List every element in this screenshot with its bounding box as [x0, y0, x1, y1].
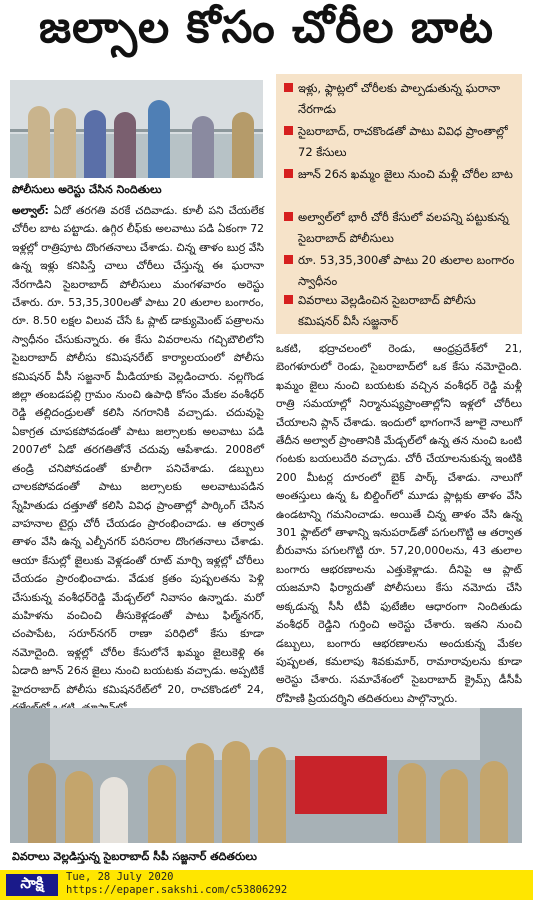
article-text-1: ఏదో తరగతి వరకే చదివాడు. కూలీ పని చేయలేక చోరీల బాట పట్టాడు. ఉగ్గిర లీఫ్‌కు అలవాటు పడి ఏకంగా 72 ఇళ్లల్లో రాత్రిపూట దొంగతనాలు చేశాడు. చిన్న తాళం బుర్ర వేసి ఉన్న ఇళ్లు కనిపిస్తే చాలు చోరీలు చేస్తున్న ఈ ఘరానా నేరగాడిని సైబరాబాద్ పోలీసులు మంగళవారం అరెస్టు చేశారు. రూ. 53,35,300లతో పాటు 20 తులాల బంగారం, రూ. 8.50 లక్షల విలువ చేసే ఓ ప్లాట్ డాక్యుమెంట్ పత్రాలను స్వాధీనం చేసుకున్నారు. ఈ కేసు వివరాలను గచ్చిబౌలిలోని సైబరాబాద్ పోలీసు కమిషనరేట్ కార్యాలయంలో పోలీసు కమిషనర్ వీసీ సజ్జనార్ మీడియాకు వెల్లడించారు. నల్లగొండ జిల్లా తంబడపల్లి గ్రామం నుంచి ఉపాధి కోసం మేకల వంశీధర్ రెడ్డి తల్లిదండ్రులతో కలిసి నగరానికి వచ్చాడు. చదువుపై ఏకాగ్రత చూపకపోవడంతో పాటు జల్సాలకు అలవాటు పడి 2007లో ఏడో తరగతితోనే చదువు ఆపేశాడు. 2008లో తండ్రి చనిపోవడంతో కూలీగా పనిచేశాడు. డబ్బులు చాలకపోవడంతో పాటు జల్సాలకు అలవాటుపడిన స్నేహితుడు దత్తూతో కలిసి వివిధ ప్రాంతాల్లో పార్కింగ్ చేసిన వాహనాల టైర్లు చోరీ చేయడం ప్రారంభించాడు. ఆ తర్వాత తాళం వేసి ఉన్న ఎల్బీనగర్ పరిసరాల దొంగతనాలు చేశాడు. ఆయా కేసుల్లో జైలుకు వెళ్లడంతో రూట్ మార్చి ఇళ్లల్లో చోరీలు చేయడం ప్రారంభించాడు. వేడుక క్రతం పుష్పలతను పెళ్లి చేసుకున్న వంశీధర్‌రెడ్డి మేడ్చల్‌లో నివాసం ఉన్నాడు. మరో మహిళను వంచించి తీసుకెళ్లడంతో పాటు ఫిల్మ్‌నగర్, చంపాపేట, సరూర్‌నగర్ రాణా పరిధిలో కేసు కూడా నమోదైంది. ఇళ్లల్లో చోరీల కేసులోనే ఖమ్మం జైలుకెళ్లి ఈ ఏడాది జూన్ 26న జైలు నుంచి బయటకు వచ్చాడు. అప్పటికే హైదరాబాద్ పోలీసు కమిషనరేట్‌లో 20, రాచకొండలో 24, — [12, 204, 264, 696]
press-meet-photo-caption: వివరాలు వెల్లడిస్తున్న సైబరాబాద్ సీపీ సజ్జనార్ తదితరులు — [12, 850, 257, 863]
highlight-item: సైబరాబాద్, రాచకొండతో పాటు వివిధ ప్రాంతాల్లో 72 కేసులు — [284, 121, 516, 163]
article-dateline: అల్వాల్: — [12, 204, 49, 217]
highlight-item: రూ. 53,35,300తో పాటు 20 తులాల బంగారం స్వాధీనం — [284, 250, 516, 292]
footer-bar — [0, 870, 533, 900]
highlight-item: ఇళ్లు, ఫ్లాట్లలో చోరీలకు పాల్పడుతున్న ఘరానా నేరగాడు — [284, 78, 516, 120]
epaper-link[interactable]: https://epaper.sakshi.com/c53806292 — [66, 884, 288, 896]
press-meet-photo — [10, 708, 522, 843]
highlights-box — [276, 74, 522, 334]
suspects-photo — [10, 80, 263, 178]
article-text-2: ఒకటి, భద్రాచలంలో రెండు, ఆంధ్రప్రదేశ్‌లో 21, బెంగళూరులో రెండు, సైబరాబాద్‌లో ఒక కేసు నమోదైంది. ఖమ్మం జైలు నుంచి బయటకు వచ్చిన వంశీధర్ రెడ్డి మళ్లీ రాత్రి సమయాల్లో నిర్మానుష్యప్రాంతాల్లోని ఇళ్లలో చోరీలు చేయాలని ప్లాన్ చేశాడు. ఇందులో భాగంగానే జూలై నాలుగో తేదీన అల్వాల్ ప్రాంతానికి మేడ్చల్‌లో ఉన్న తన నుంచి ఒంటి గంటకు బయలుదేరి వచ్చాడు. చోరీ చేయాలనుకున్న ఇంటికి 200 మీటర్ల దూరంలో బైక్ పార్క్ చేశాడు. నాలుగో అంతస్తులు ఉన్న ఓ బిల్డింగ్‌లో మూడు ప్లాట్లకు తాళం వేసి ఉండటాన్ని గమనించాడు. అయితే చిన్న తాళం వేసి ఉన్న 301 ఫ్లాట్‌లో తాళాన్ని ఇనుపరాడ్‌తో పగులగొట్టి ఆ తర్వాత బీరువాను పగులగొట్టి రూ. 57,20,000లను, 43 తులాల బంగారు ఆభరణాలను ఎత్తుకెళ్లాడు. దీనిపై ఆ ప్లాట్ యజమాని ఫిర్యాదుతో పోలీసులు కేసు నమోదు చేసి అక్కడున్న సీసీ టీవీ ఫుటేజీల ఆధారంగా నిందితుడు వంశీధర్ రెడ్డిని గుర్తించి అరెస్టు చేశారు. ఇతని నుంచి డబ్బులు, బంగారు ఆభరణాలను అందుకున్న మేకల పుష్పలత, కమలాపు శివకుమార్, రామారావులను కూడా అరెస్టు చేశారు. సమావేశంలో సైబరాబాద్ క్రైమ్స్ డీసీపీ రోహిణి ప్రియదర్శిని తదితరులు పాల్గొన్నారు. — [276, 342, 522, 705]
article-column-2 — [276, 340, 522, 705]
highlight-item: అల్వాల్‌లో భారీ చోరీ కేసులో వలపన్ని పట్టుకున్న సైబరాబాద్ పోలీసులు — [284, 207, 516, 249]
article-column-1 — [12, 202, 264, 702]
suspects-photo-caption: పోలీసులు అరెస్టు చేసిన నిందితులు — [12, 183, 162, 196]
headline: జల్సాల కోసం చోరీల బాట — [39, 2, 494, 53]
highlight-item: వివరాలు వెల్లడించిన సైబరాబాద్ పోలీసు కమిషనర్ వీసీ సజ్జనార్ — [284, 290, 516, 332]
sakshi-logo: సాక్షి — [6, 874, 58, 896]
edition-date: Tue, 28 July 2020 — [66, 871, 174, 883]
footer-meta — [66, 871, 287, 897]
highlight-item: జూన్ 26న ఖమ్మం జైలు నుంచి మళ్లీ చోరీల బాట — [284, 164, 516, 185]
